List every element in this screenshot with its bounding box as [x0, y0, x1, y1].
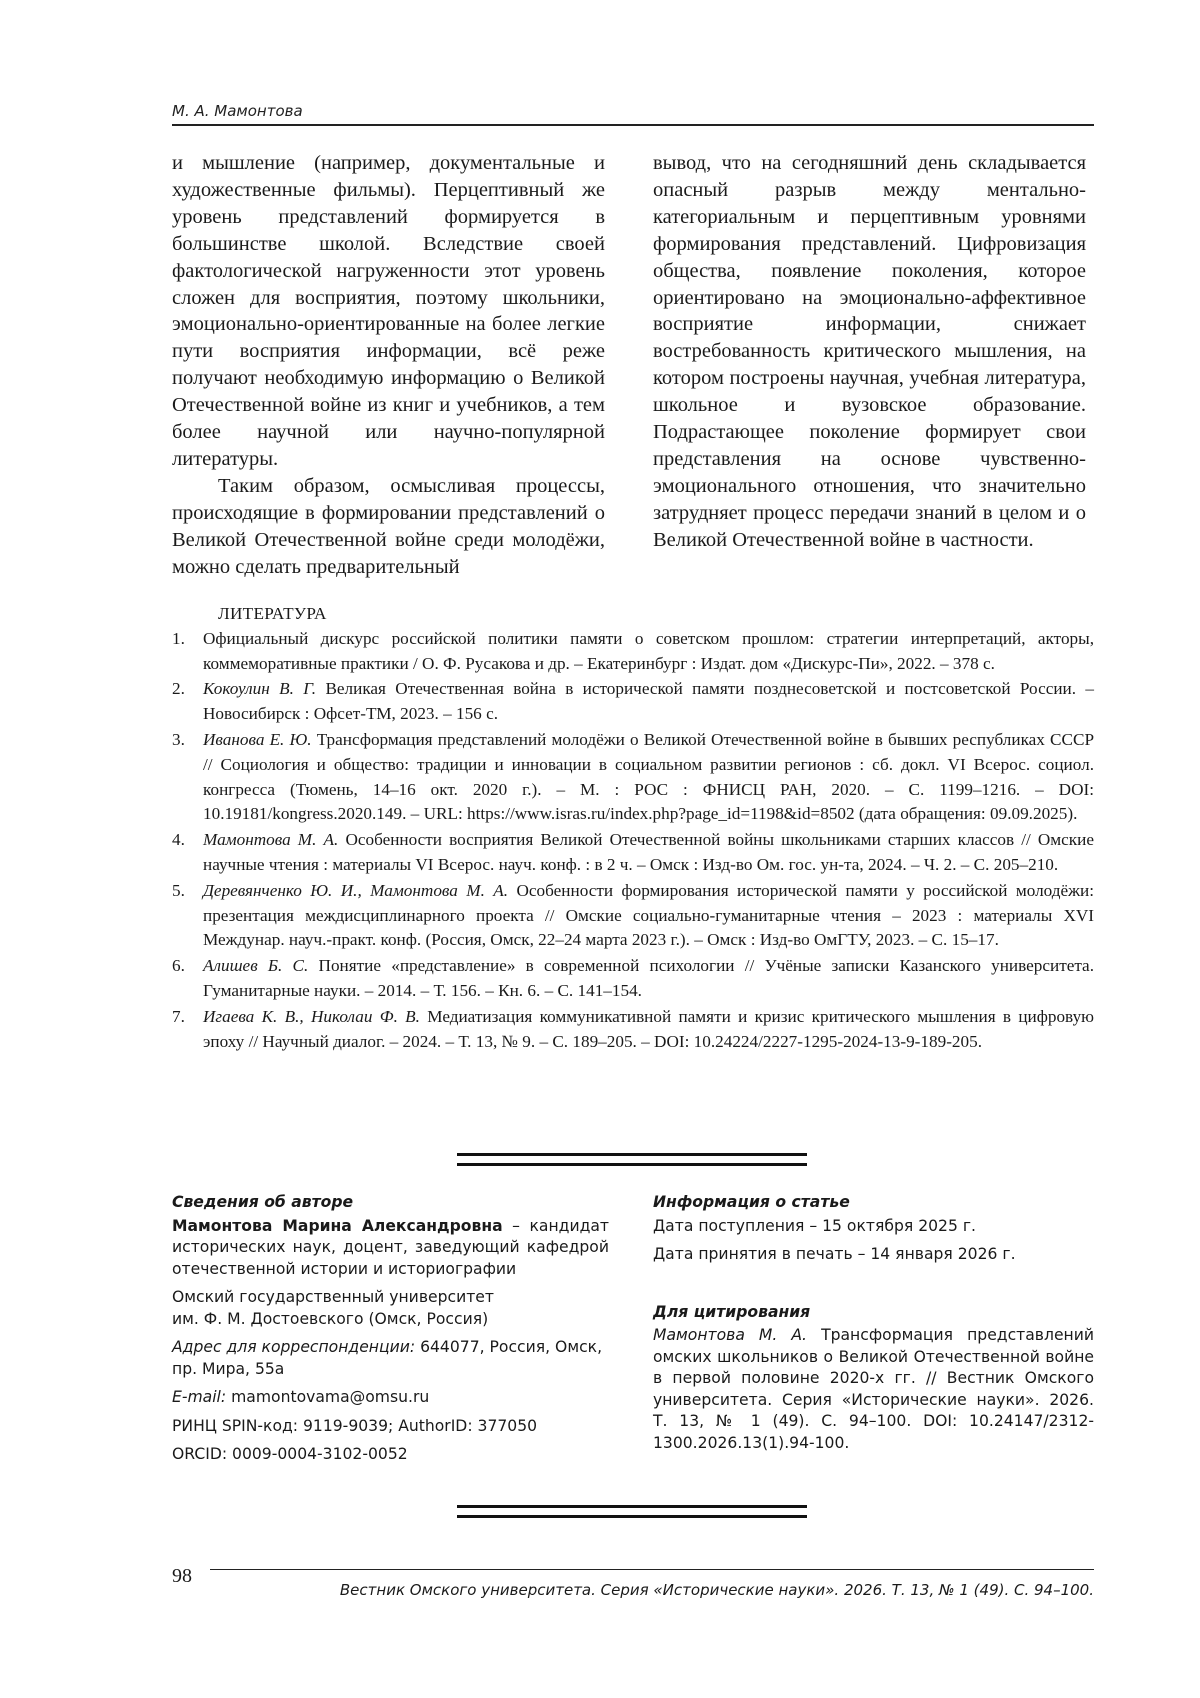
email-value: mamontovama@omsu.ru	[226, 1388, 430, 1406]
reference-text: Великая Отечественная война в исторической памяти позднесоветской и постсоветской России. – Новосибирск : Офсет-ТМ, 2023. – 156 с.	[203, 679, 1094, 724]
reference-item	[172, 677, 1094, 727]
reference-item	[172, 1005, 1094, 1055]
reference-author: Алишев Б. С.	[203, 956, 309, 976]
references-list	[172, 627, 1094, 1055]
reference-number: 3.	[172, 729, 185, 749]
body-paragraph: и мышление (например, документальные и художественные фильмы). Перцептивный же уровень представлений формируется в большинстве школой. Вследствие своей фактологической нагруженности этот уровень сложен для восприятия, поэтому школьники, эмоционально-ориентированные на более легкие пути восприятия информации, всё реже получают необходимую информацию о Великой Отечественной войне из книг и учебников, а тем более научной или научно-популярной литературы.	[172, 152, 605, 470]
reference-item	[172, 728, 1094, 827]
body-column-left	[172, 150, 605, 581]
author-email	[172, 1387, 609, 1409]
author-name: Мамонтова Марина Александровна	[172, 1216, 503, 1235]
reference-number: 2.	[172, 679, 185, 699]
body-column-right	[653, 150, 1086, 554]
orcid-id: ORCID: 0009-0004-3102-0052	[172, 1445, 408, 1463]
reference-text: Медиатизация коммуникативной памяти и кризис критического мышления в цифровую эпоху // Научный диалог. – 2024. – Т. 13, № 9. – С. 189–205. – DOI: 10.24224/2227-1295-2024-13-9-189-205.	[203, 1006, 1094, 1051]
reference-author: Иванова Е. Ю.	[203, 729, 312, 749]
section-divider-top	[457, 1153, 807, 1166]
reference-author: Мамонтова М. А.	[203, 830, 339, 850]
author-info-title: Сведения об авторе	[172, 1193, 354, 1211]
reference-number: 7.	[172, 1006, 185, 1026]
reference-text: Трансформация представлений молодёжи о Великой Отечественной войне в бывших республиках СССР // Социология и общество: традиции и инновации в социальном развитии регионов : сб. докл. VI Всерос. социол. конгресса (Тюмень, 14–16 окт. 2020 г.). – М. : РОС : ФНИСЦ РАН, 2020. – С. 1199–1216. – DOI: 10.19181/kongress.2020.149. – URL: https://www.isras.ru/index.php?page_id=1198&id=8502 (дата обращения: 09.09.2025).	[203, 729, 1094, 824]
running-head: М. А. Мамонтова	[172, 102, 303, 120]
citation-title: Для цитирования	[653, 1302, 811, 1321]
footer-rule	[210, 1569, 1094, 1570]
address-label: Адрес для корреспонденции:	[172, 1338, 416, 1356]
reference-item	[172, 879, 1094, 953]
page-number: 98	[172, 1565, 192, 1587]
author-description: – кандидат исторических наук, доцент, заведующий кафедрой отечественной истории и историографии	[172, 1216, 609, 1278]
body-paragraph: Таким образом, осмысливая процессы, происходящие в формировании представлений о Великой Отечественной войне среди молодёжи, можно сделать предварительный	[172, 474, 605, 578]
reference-text: Официальный дискурс российской политики памяти о советском прошлом: стратегии интерпретаций, акторы, коммеморативные практики / О. Ф. Русакова и др. – Екатеринбург : Издат. дом «Дискурс-Пи», 2022. – 378 с.	[203, 628, 1094, 673]
reference-author: Игаева К. В., Николаи Ф. В.	[203, 1006, 420, 1026]
body-paragraph: вывод, что на сегодняшний день складывается опасный разрыв между ментально-категориальным и перцептивным уровнями формирования представлений. Цифровизация общества, появление поколения, которое ориентировано на эмоционально-аффективное восприятие информации, снижает востребованность критического мышления, на котором построены научная, учебная литература, школьное и вузовское образование. Подрастающее поколение формирует свои представления на основе чувственно-эмоционального отношения, что значительно затрудняет процесс передачи знаний в целом и о Великой Отечественной войне в частности.	[653, 152, 1086, 551]
email-label: E-mail:	[172, 1388, 227, 1406]
reference-number: 6.	[172, 956, 185, 976]
references-title: ЛИТЕРАТУРА	[218, 604, 327, 623]
accepted-date: Дата принятия в печать – 14 января 2026 г.	[653, 1245, 1016, 1263]
article-info-block	[653, 1192, 1094, 1454]
section-divider-bottom	[457, 1505, 807, 1518]
author-bio	[172, 1216, 609, 1281]
footer-journal-citation: Вестник Омского университета. Серия «Исторические науки». 2026. Т. 13, № 1 (49). С. 94–100.	[339, 1581, 1094, 1599]
citation-author: Мамонтова М. А.	[653, 1326, 808, 1344]
reference-text: Особенности формирования исторической памяти у российской молодёжи: презентация междисциплинарного проекта // Омские социально-гуманитарные чтения – 2023 : материалы XVI Междунар. науч.-практ. конф. (Россия, Омск, 22–24 марта 2023 г.). – Омск : Изд-во ОмГТУ, 2023. – С. 15–17.	[203, 880, 1094, 950]
reference-item	[172, 627, 1094, 677]
references-section	[172, 602, 1094, 1055]
citation-text	[653, 1325, 1094, 1454]
correspondence-address	[172, 1337, 609, 1380]
reference-item	[172, 954, 1094, 1004]
address-value: 644077, Россия, Омск, пр. Мира, 55а	[172, 1338, 603, 1378]
reference-item	[172, 828, 1094, 878]
article-info-title: Информация о статье	[653, 1193, 850, 1211]
reference-number: 1.	[172, 628, 185, 648]
received-date: Дата поступления – 15 октября 2025 г.	[653, 1216, 976, 1235]
rinc-id: РИНЦ SPIN-код: 9119-9039; AuthorID: 377050	[172, 1416, 538, 1435]
reference-author: Деревянченко Ю. И., Мамонтова М. А.	[203, 880, 509, 900]
affiliation-line: им. Ф. М. Достоевского (Омск, Россия)	[172, 1309, 489, 1328]
author-info-block	[172, 1192, 609, 1466]
header-rule	[172, 124, 1094, 126]
citation-body: Трансформация представлений омских школьников о Великой Отечественной войне в первой половине 2020-х гг. // Вестник Омского университета. Серия «Исторические науки». 2026. Т. 13, № 1 (49). С. 94–100. DOI: 10.24147/2312-1300.2026.13(1).94-100.	[653, 1326, 1094, 1452]
reference-author: Кокоулин В. Г.	[203, 679, 317, 699]
reference-text: Особенности восприятия Великой Отечественной войны школьниками старших классов // Омские научные чтения : материалы VI Всерос. науч. конф. : в 2 ч. – Омск : Изд-во Ом. гос. ун-та, 2024. – Ч. 2. – С. 205–210.	[203, 830, 1094, 874]
reference-number: 5.	[172, 880, 185, 900]
reference-text: Понятие «представление» в современной психологии // Учёные записки Казанского университета. Гуманитарные науки. – 2014. – Т. 156. – Кн. 6. – С. 141–154.	[203, 956, 1094, 1000]
affiliation-line: Омский государственный университет	[172, 1288, 494, 1306]
reference-number: 4.	[172, 830, 185, 850]
